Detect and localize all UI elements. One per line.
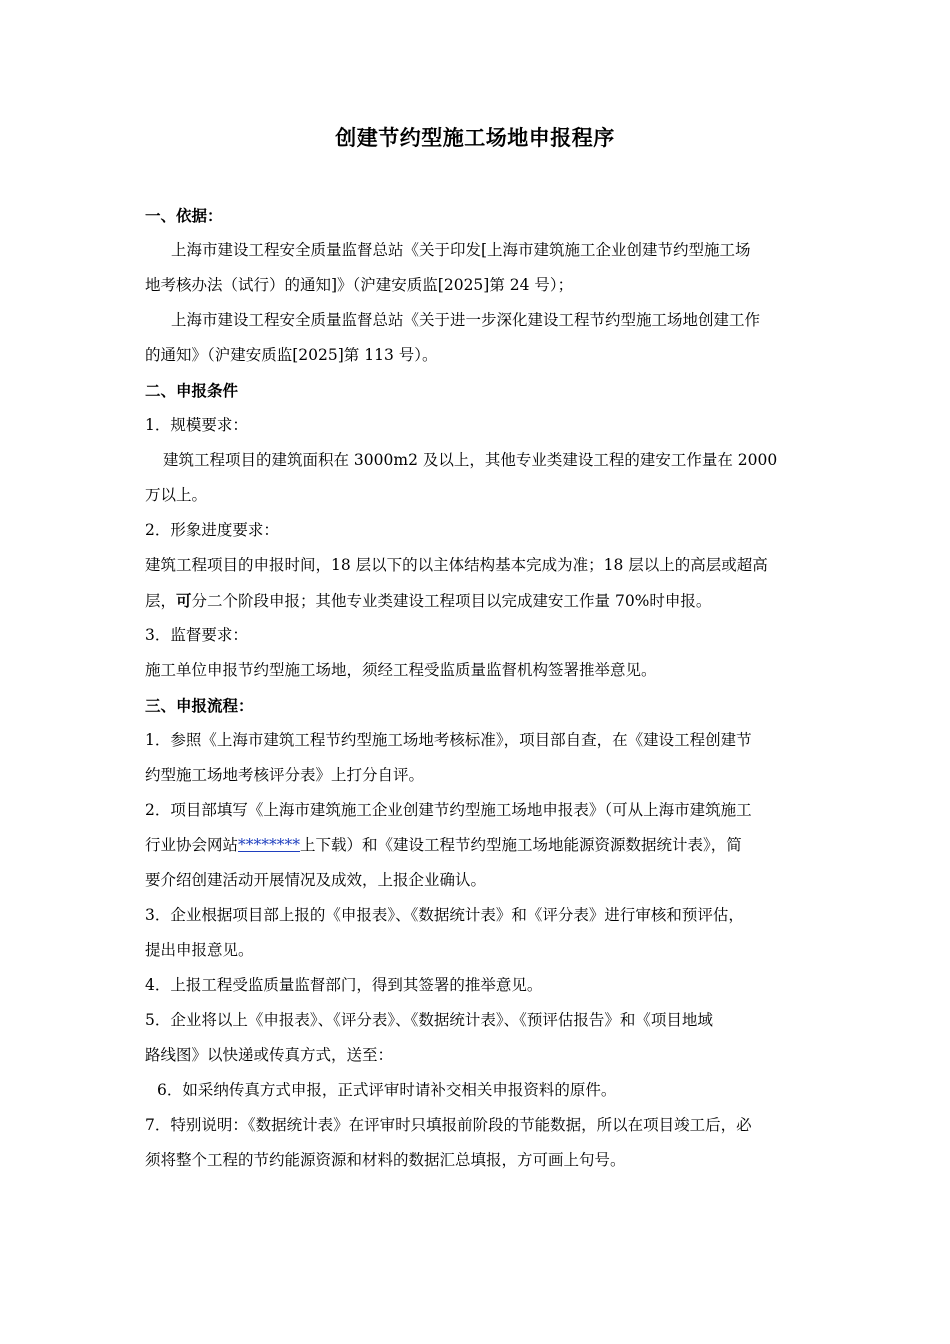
condition-3-line-1: 施工单位申报节约型施工场地，须经工程受监质量监督机构签署推举意见。: [145, 661, 657, 679]
process-3-line-1: 3．企业根据项目部上报的《申报表》、《数据统计表》和《评分表》进行审核和预评估，: [145, 906, 744, 924]
basis-paragraph-1-line-2: 地考核办法（试行）的通知]》（沪建安质监[2025]第 24 号）；: [145, 276, 574, 294]
process-1-line-1: 1．参照《上海市建筑工程节约型施工场地考核标准》，项目部自查，在《建设工程创建节: [145, 731, 752, 749]
process-2-line-3: 要介绍创建活动开展情况及成效，上报企业确认。: [145, 871, 487, 889]
condition-1-line-1: 建筑工程项目的建筑面积在 3000m2 及以上，其他专业类建设工程的建安工作量在 2000: [163, 451, 778, 469]
association-website-link[interactable]: ********: [238, 836, 301, 854]
section-heading-conditions: 二、申报条件: [145, 381, 239, 400]
basis-paragraph-2-line-1: 上海市建设工程安全质量监督总站《关于进一步深化建设工程节约型施工场地创建工作: [171, 311, 761, 329]
condition-2-line-2-emphasis: 可: [176, 591, 192, 610]
document-body: [145, 198, 807, 1178]
process-1-line-2: 约型施工场地考核评分表》上打分自评。: [145, 766, 425, 784]
section-heading-basis: 一、依据：: [145, 206, 223, 225]
condition-2-label: 2．形象进度要求：: [145, 521, 279, 539]
process-4-line-1: 4．上报工程受监质量监督部门，得到其签署的推举意见。: [145, 976, 543, 994]
condition-3-label: 3．监督要求：: [145, 626, 248, 644]
section-heading-process: 三、申报流程：: [145, 696, 254, 715]
process-2-line-2: [145, 828, 807, 863]
process-2-line-1: 2．项目部填写《上海市建筑施工企业创建节约型施工场地申报表》（可从上海市建筑施工: [145, 801, 752, 819]
process-5-line-2: 路线图》以快递或传真方式，送至：: [145, 1046, 394, 1064]
condition-1-label: 1．规模要求：: [145, 416, 248, 434]
condition-1-line-2: 万以上。: [145, 486, 208, 504]
condition-2-line-1: 建筑工程项目的申报时间，18 层以下的以主体结构基本完成为准；18 层以上的高层或超高: [145, 556, 768, 574]
process-3-line-2: 提出申报意见。: [145, 941, 254, 959]
process-2-line-2-post: 上下载）和《建设工程节约型施工场地能源资源数据统计表》，简: [300, 836, 742, 854]
process-6-line-1: 6．如采纳传真方式申报，正式评审时请补交相关申报资料的原件。: [157, 1081, 617, 1099]
page-title: 创建节约型施工场地申报程序: [335, 125, 615, 150]
basis-paragraph-2-line-2: 的通知》（沪建安质监[2025]第 113 号）。: [145, 346, 438, 364]
condition-2-line-2-post: 分二个阶段申报；其他专业类建设工程项目以完成建安工作量 70%时申报。: [191, 592, 712, 610]
basis-paragraph-1-line-1: 上海市建设工程安全质量监督总站《关于印发[上海市建筑施工企业创建节约型施工场: [171, 241, 751, 259]
process-7-line-2: 须将整个工程的节约能源资源和材料的数据汇总填报，方可画上句号。: [145, 1151, 626, 1169]
condition-2-line-2-pre: 层，: [145, 592, 177, 610]
process-5-line-1: 5．企业将以上《申报表》、《评分表》、《数据统计表》、《预评估报告》和《项目地域: [145, 1011, 713, 1029]
condition-2-line-2: [145, 583, 807, 618]
process-7-line-1: 7．特别说明：《数据统计表》在评审时只填报前阶段的节能数据，所以在项目竣工后，必: [145, 1116, 752, 1134]
process-2-line-2-pre: 行业协会网站: [145, 836, 239, 854]
